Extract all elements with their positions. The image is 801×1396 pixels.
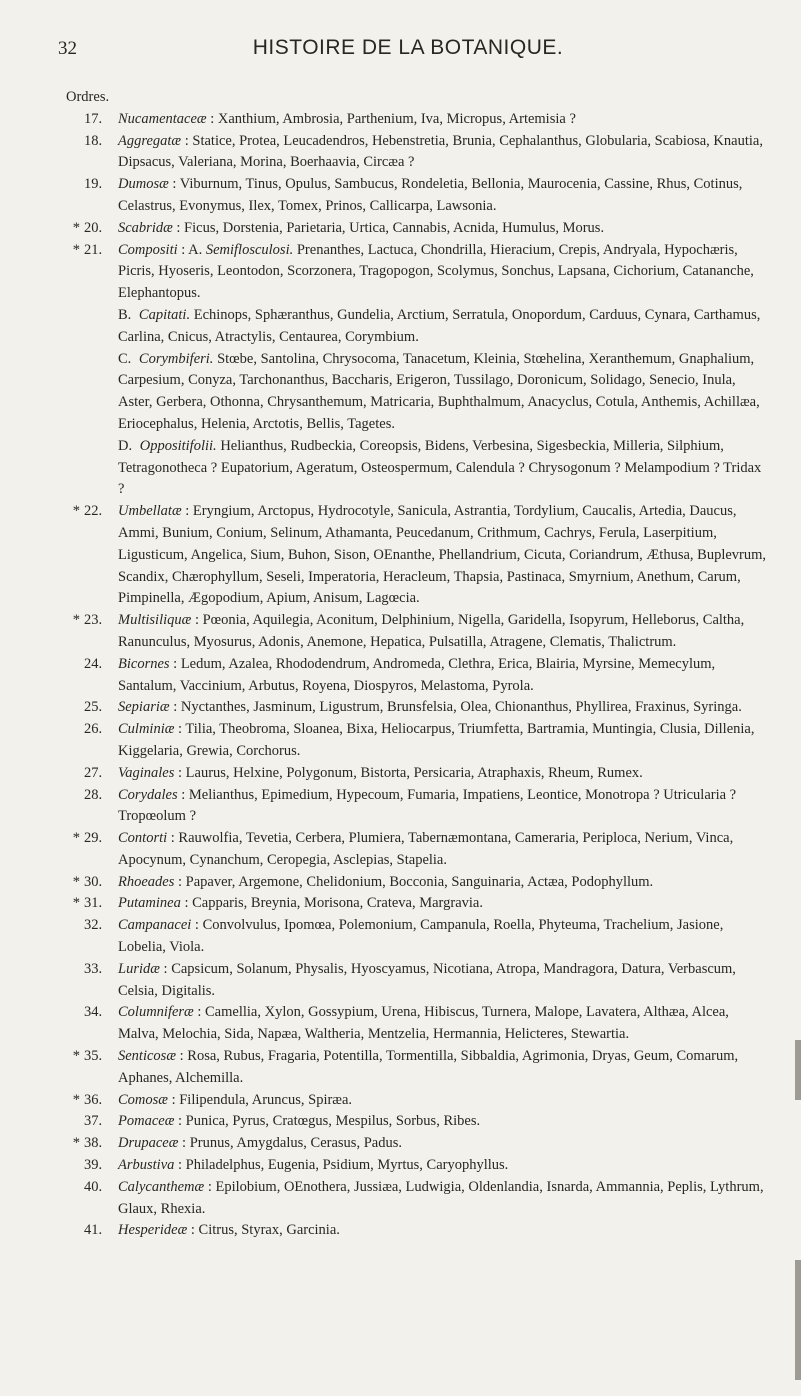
- order-entry: [66, 763, 766, 785]
- order-name: Contorti: [118, 830, 168, 847]
- order-name: Pomaceæ: [118, 1113, 175, 1130]
- order-number: 33.: [84, 960, 103, 977]
- order-entry: [66, 1111, 766, 1133]
- asterisk-marker: *: [72, 219, 80, 236]
- order-name: Aggregatæ: [118, 132, 182, 149]
- order-number: 18.: [84, 132, 103, 149]
- order-entry: [66, 1002, 766, 1046]
- order-number: 32.: [84, 917, 103, 934]
- order-entry: [66, 959, 766, 1003]
- order-genera: : A.: [177, 241, 206, 258]
- order-genera: : Viburnum, Tinus, Opulus, Sambucus, Rondeletia, Bellonia, Maurocenia, Cassine, Rhus, Cotinus, Celastrus, Evonymus, Ilex, Tomex, Prinos, Callicarpa, Lawsonia.: [118, 176, 743, 214]
- order-genera: : Convolvulus, Ipomœa, Polemonium, Campanula, Roella, Phyteuma, Trachelium, Jasione, Lobelia, Viola.: [118, 917, 724, 956]
- order-name: Rhoeades: [118, 873, 175, 890]
- asterisk-marker: *: [72, 612, 80, 629]
- order-genera: : Nyctanthes, Jasminum, Ligustrum, Brunsfelsia, Olea, Chionanthus, Phyllirea, Fraxinus, Syringa.: [169, 699, 742, 716]
- suborder-label: D.: [118, 437, 133, 454]
- asterisk-marker: *: [72, 1091, 80, 1108]
- order-name: Senticosæ: [118, 1048, 176, 1065]
- suborder-label: C.: [118, 350, 132, 367]
- order-entry: [66, 1133, 766, 1155]
- order-name: Luridæ: [118, 960, 160, 977]
- order-name: Calycanthemæ: [118, 1178, 205, 1195]
- order-number: 38.: [84, 1135, 103, 1152]
- order-genera: : Papaver, Argemone, Chelidonium, Bocconia, Sanguinaria, Actæa, Podophyllum.: [174, 873, 654, 890]
- order-genera: : Pœonia, Aquilegia, Aconitum, Delphinium, Nigella, Garidella, Isopyrum, Helleborus, Caltha, Ranunculus, Myosurus, Adonis, Anemone, Hepatica, Pulsatilla, Atragene, Clematis, Thalictrum.: [118, 612, 745, 650]
- asterisk-marker: *: [72, 830, 80, 847]
- asterisk-marker: *: [72, 895, 80, 912]
- suborder-name: Capitati.: [138, 306, 191, 323]
- intro-label: Ordres.: [66, 89, 110, 105]
- order-name: Umbellatæ: [118, 503, 182, 520]
- order-genera: : Philadelphus, Eugenia, Psidium, Myrtus, Caryophyllus.: [174, 1157, 509, 1174]
- order-genera: : Statice, Protea, Leucadendros, Hebenstretia, Brunia, Cephalanthus, Globularia, Scabiosa, Knautia, Dipsacus, Valeriana, Morina, Boerhaavia, Circæa ?: [118, 132, 763, 171]
- order-name: Scabridæ: [118, 219, 173, 236]
- order-entry: [66, 1155, 766, 1177]
- order-entry: [66, 131, 766, 175]
- order-number: 28.: [84, 786, 103, 803]
- order-name: Campanacei: [118, 917, 192, 934]
- order-name: Arbustiva: [118, 1157, 175, 1174]
- order-name: Corydales: [118, 786, 178, 803]
- order-name: Culminiæ: [118, 721, 175, 738]
- order-number: 21.: [84, 241, 103, 258]
- asterisk-marker: *: [72, 873, 80, 890]
- order-number: 31.: [84, 895, 103, 912]
- suborder-entry: [66, 349, 766, 436]
- suborder-genera: Prenanthes, Lactuca, Chondrilla, Hieracium, Crepis, Andryala, Hypochæris, Picris, Hyoseris, Leontodon, Scorzonera, Tragopogon, Scolymus, Sonchus, Lapsana, Cichorium, Catananche, Elephantopus.: [118, 241, 754, 302]
- order-number: 17.: [84, 110, 103, 127]
- order-genera: : Tilia, Theobroma, Sloanea, Bixa, Heliocarpus, Triumfetta, Bartramia, Muntingia, Clusia, Dillenia, Kiggelaria, Grewia, Corchorus.: [118, 721, 755, 759]
- order-genera: : Camellia, Xylon, Gossypium, Urena, Hibiscus, Turnera, Malope, Lavatera, Althæa, Alcea, Malva, Melochia, Sida, Napæa, Waltheria, Mentzelia, Hermannia, Helicteres, Stewartia.: [118, 1004, 729, 1043]
- order-entry: [66, 1177, 766, 1221]
- order-name: Putaminea: [118, 895, 181, 912]
- order-entry: [66, 240, 766, 305]
- order-entry: [66, 218, 766, 240]
- order-number: 36.: [84, 1091, 103, 1108]
- order-number: 34.: [84, 1004, 103, 1021]
- asterisk-marker: *: [72, 503, 80, 520]
- page-edge-mark: [795, 1260, 801, 1380]
- order-entry: [66, 785, 766, 829]
- order-genera: : Rauwolfia, Tevetia, Cerbera, Plumiera, Tabernæmontana, Cameraria, Periploca, Nerium, Vinca, Apocynum, Cynanchum, Ceropegia, Asclepias, Stapelia.: [118, 830, 734, 868]
- order-genera: : Melianthus, Epimedium, Hypecoum, Fumaria, Impatiens, Leontice, Monotropa ? Utricularia ? Tropœolum ?: [118, 786, 737, 825]
- order-number: 20.: [84, 219, 103, 236]
- order-entry: [66, 697, 766, 719]
- order-number: 24.: [84, 655, 103, 672]
- order-genera: : Rosa, Rubus, Fragaria, Potentilla, Tormentilla, Sibbaldia, Agrimonia, Dryas, Geum, Comarum, Aphanes, Alchemilla.: [118, 1048, 739, 1086]
- order-number: 37.: [84, 1113, 103, 1130]
- order-name: Columniferæ: [118, 1004, 194, 1021]
- order-genera: : Prunus, Amygdalus, Cerasus, Padus.: [178, 1135, 402, 1152]
- order-genera: : Capsicum, Solanum, Physalis, Hyoscyamus, Nicotiana, Atropa, Mandragora, Datura, Verbascum, Celsia, Digitalis.: [118, 960, 736, 999]
- suborder-genera: Helianthus, Rudbeckia, Coreopsis, Bidens, Verbesina, Sigesbeckia, Milleria, Silphium, Tetragonotheca ? Eupatorium, Ageratum, Osteospermum, Calendula ? Chrysogonum ? Melampodium ? Tridax ?: [118, 437, 762, 498]
- suborder-genera: Echinops, Sphæranthus, Gundelia, Arctium, Serratula, Onopordum, Carduus, Cynara, Carthamus, Carlina, Cnicus, Atractylis, Centaurea, Corymbium.: [118, 306, 761, 345]
- order-genera: : Laurus, Helxine, Polygonum, Bistorta, Persicaria, Atraphaxis, Rheum, Rumex.: [174, 764, 643, 781]
- suborder-label: B.: [118, 306, 132, 323]
- order-entry: [66, 1220, 766, 1242]
- order-entry: [66, 654, 766, 698]
- order-name: Sepiariæ: [118, 699, 170, 716]
- order-number: 25.: [84, 699, 103, 716]
- order-entry: [66, 915, 766, 959]
- order-name: Nucamentaceæ: [118, 110, 207, 127]
- order-name: Comosæ: [118, 1091, 168, 1108]
- suborder-name: Corymbiferi.: [138, 350, 214, 367]
- order-name: Dumosæ: [118, 176, 169, 193]
- order-entry: [66, 828, 766, 872]
- order-name: Hesperideæ: [118, 1222, 188, 1239]
- order-genera: : Ledum, Azalea, Rhododendrum, Andromeda, Clethra, Erica, Blairia, Myrsine, Memecylum, Santalum, Vaccinium, Arbutus, Royena, Diospyros, Melastoma, Pyrola.: [118, 655, 716, 694]
- order-number: 23.: [84, 612, 103, 629]
- order-entry: [66, 893, 766, 915]
- asterisk-marker: *: [72, 1048, 80, 1065]
- suborder-entry: [66, 436, 766, 501]
- order-genera: : Filipendula, Aruncus, Spiræa.: [167, 1091, 353, 1108]
- order-name: Compositi: [118, 241, 178, 258]
- order-genera: : Eryngium, Arctopus, Hydrocotyle, Sanicula, Astrantia, Tordylium, Caucalis, Artedia, Daucus, Ammi, Bunium, Conium, Selinum, Athamanta, Peucedanum, Crithmum, Cachrys, Ferula, Laserpitium, Ligusticum, Angelica, Sium, Buhon, Sison, OEnanthe, Phellandrium, Cicuta, Coriandrum, Æthusa, Buplevrum, Scandix, Chærophyllum, Seseli, Imperatoria, Heracleum, Thapsia, Pastinaca, Smyrnium, Anethum, Carum, Pimpinella, Ægopodium, Apium, Anisum, Lagœcia.: [118, 503, 767, 607]
- suborder-entry: [66, 305, 766, 349]
- page-body: [66, 87, 766, 1242]
- order-number: 27.: [84, 764, 103, 781]
- order-entry: [66, 501, 766, 610]
- order-genera: : Epilobium, OEnothera, Jussiæa, Ludwigia, Oldenlandia, Isnarda, Ammannia, Peplis, Lythrum, Glaux, Rhexia.: [118, 1178, 764, 1217]
- running-head: HISTOIRE DE LA BOTANIQUE.: [252, 36, 564, 59]
- order-genera: : Punica, Pyrus, Cratœgus, Mespilus, Sorbus, Ribes.: [174, 1113, 481, 1130]
- order-number: 19.: [84, 176, 103, 193]
- order-name: Bicornes: [118, 655, 170, 672]
- order-name: Drupaceæ: [118, 1135, 179, 1152]
- orders-list: [66, 109, 766, 1242]
- order-number: 26.: [84, 721, 103, 738]
- order-number: 40.: [84, 1178, 103, 1195]
- order-genera: : Ficus, Dorstenia, Parietaria, Urtica, Cannabis, Acnida, Humulus, Morus.: [172, 219, 605, 236]
- order-number: 39.: [84, 1157, 103, 1174]
- order-entry: [66, 872, 766, 894]
- order-genera: : Xanthium, Ambrosia, Parthenium, Iva, Micropus, Artemisia ?: [206, 110, 576, 127]
- order-number: 41.: [84, 1222, 103, 1239]
- order-entry: [66, 719, 766, 763]
- asterisk-marker: *: [72, 1135, 80, 1152]
- order-entry: [66, 610, 766, 654]
- page-header: [58, 34, 758, 64]
- order-name: Multisiliquæ: [118, 612, 192, 629]
- order-genera: : Capparis, Breynia, Morisona, Crateva, Margravia.: [180, 895, 483, 912]
- suborder-genera: Stœbe, Santolina, Chrysocoma, Tanacetum, Kleinia, Stœhelina, Xeranthemum, Gnaphalium, Carpesium, Conyza, Tarchonanthus, Baccharis, Erigeron, Tussilago, Doronicum, Solidago, Senecio, Inula, Aster, Gerbera, Othonna, Chrysanthemum, Matricaria, Buphthalmum, Anacyclus, Cotula, Anthemis, Achillæa, Eriocephalus, Helenia, Arctotis, Bellis, Tagetes.: [118, 350, 760, 432]
- page-number: 32: [58, 38, 77, 59]
- order-number: 30.: [84, 873, 103, 890]
- suborder-name: Semiflosculosi.: [205, 241, 294, 258]
- order-number: 22.: [84, 503, 103, 520]
- order-genera: : Citrus, Styrax, Garcinia.: [187, 1222, 340, 1239]
- order-entry: [66, 174, 766, 218]
- order-name: Vaginales: [118, 764, 175, 781]
- page-edge-mark: [795, 1040, 801, 1100]
- order-entry: [66, 1090, 766, 1112]
- order-number: 29.: [84, 830, 103, 847]
- suborder-name: Oppositifolii.: [139, 437, 217, 454]
- order-entry: [66, 1046, 766, 1090]
- order-number: 35.: [84, 1048, 103, 1065]
- order-entry: [66, 109, 766, 131]
- asterisk-marker: *: [72, 241, 80, 258]
